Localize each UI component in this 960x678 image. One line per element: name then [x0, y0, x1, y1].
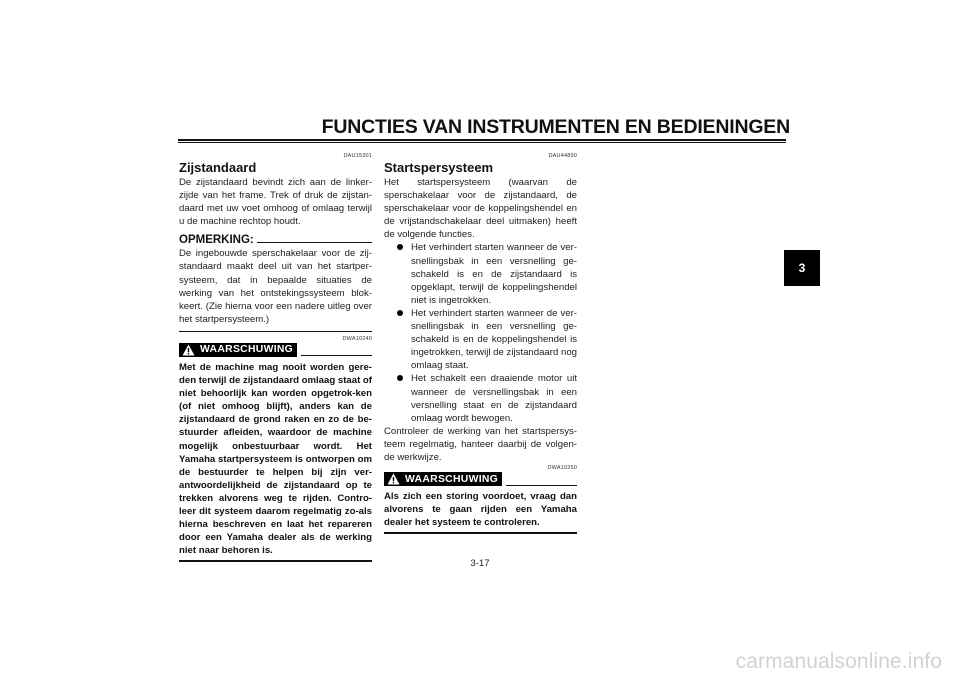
warning-end-rule [179, 560, 372, 562]
section-intro: De zijstandaard bevindt zich aan de linker-zijde van het frame. Trek of druk de zijstan-daard met uw voet omhoog of omlaag terwijl u de machine rechtop houdt. [179, 177, 372, 228]
warning-label: WAARSCHUWING [200, 344, 294, 356]
warning-code: DWA10250 [547, 465, 577, 472]
section-title-zijstandaard: Zijstandaard [179, 160, 257, 175]
warning-text: Als zich een storing voordoet, vraag dan alvorens te gaan rijden een Yamaha dealer het systeem te controleren. [384, 491, 577, 529]
warning-heading [179, 343, 372, 357]
warning-rule [301, 355, 372, 356]
note-end-rule [179, 331, 372, 332]
bullet-dot-icon [397, 375, 403, 381]
list-item [384, 307, 577, 372]
page-number: 3-17 [470, 558, 490, 569]
list-item [384, 372, 577, 424]
warning-code: DWA10240 [342, 335, 372, 342]
note-rule [257, 242, 372, 243]
section-title-startspersysteem: Startspersysteem [384, 160, 494, 175]
page-header-title: FUNCTIES VAN INSTRUMENTEN EN BEDIENINGEN [321, 116, 790, 138]
left-column [179, 153, 372, 562]
section-code: DAU15301 [343, 153, 372, 159]
warning-end-rule [384, 532, 577, 534]
header-rule [178, 139, 786, 143]
function-list [384, 241, 577, 424]
chapter-tab[interactable]: 3 [784, 250, 820, 286]
list-item-text: Het schakelt een draaiende motor uit wanneer de versnellingsbak in een versnelling staat en de zijstandaard omlaag wordt bewogen. [411, 373, 577, 424]
right-column [384, 153, 577, 534]
list-item [384, 241, 577, 306]
section-intro: Het startspersysteem (waarvan de sperschakelaar voor de zijstandaard, de sperschakelaar voor de koppelingshendel en de vrijstandschakelaar deel uitmaken) heeft de volgende functies. [384, 177, 577, 241]
warning-label: WAARSCHUWING [405, 473, 499, 485]
watermark: carmanualsonline.info [735, 650, 942, 673]
section-outro: Controleer de werking van het startspersys-teem regelmatig, hanteer daarbij de volgen-de werkwijze. [384, 425, 577, 463]
warning-triangle-icon [182, 344, 195, 356]
list-item-text: Het verhindert starten wanneer de ver-snellingsbak in een versnelling ge-schakeld is en de koppelingshendel is ingetrokken, terwijl de zijstandaard nog omlaag staat. [411, 307, 577, 372]
warning-badge [384, 472, 502, 486]
warning-triangle-icon [387, 473, 400, 485]
note-heading [179, 234, 372, 246]
section-code: DAU44890 [548, 153, 577, 159]
warning-rule [506, 485, 577, 486]
warning-badge [179, 343, 297, 357]
list-item-text: Het verhindert starten wanneer de ver-snellingsbak in een versnelling ge-schakeld is en de zijstandaard is opgeklapt, terwijl de koppelingshendel niet is ingetrokken. [411, 242, 577, 306]
note-label: OPMERKING: [179, 234, 254, 247]
note-text: De ingebouwde sperschakelaar voor de zij-standaard maakt deel uit van het startper-systeem, dat in bepaalde situaties de werking van het ontstekingssysteem blok-keert. (Zie hierna voor een nadere uitleg over het startpersysteem.) [179, 248, 372, 325]
warning-heading [384, 472, 577, 486]
bullet-dot-icon [397, 310, 403, 316]
warning-text: Met de machine mag nooit worden gere-den terwijl de zijstandaard omlaag staat of niet behoorlijk kan worden opgetrok-ken (of niet omhoog blijft), anders kan de zijstandaard de grond raken en zo de be-stuurder afleiden, waardoor de machine mogelijk onbestuurbaar wordt. Het Yamaha startpersysteem is ontworpen om de bestuurder te helpen bij zijn ver-antwoordelijkheid de zijstandaard op te trekken alvorens weg te rijden. Contro-leer dit systeem daarom regelmatig zo-als hierna beschreven en laat het repareren door een Yamaha dealer als de werking niet naar behoren is. [179, 361, 372, 557]
bullet-dot-icon [397, 244, 403, 250]
